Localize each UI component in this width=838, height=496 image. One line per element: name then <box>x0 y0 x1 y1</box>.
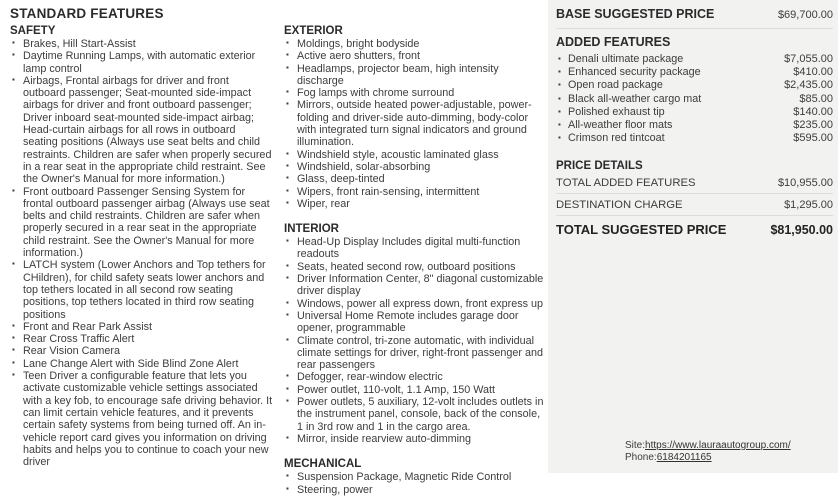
feature-item <box>284 471 547 483</box>
feature-text: Daytime Running Lamps, with automatic exterior lamp control <box>23 50 256 75</box>
added-feature-row <box>556 79 833 92</box>
feature-text: Driver Information Center, 8" diagonal customizable driver display <box>297 273 544 298</box>
bullet-icon: ▪ <box>286 483 289 493</box>
feature-text: Universal Home Remote includes garage door opener, programmable <box>297 309 519 335</box>
added-feature-text: Polished exhaust tip <box>568 105 665 118</box>
added-feature-label <box>556 93 701 106</box>
feature-item <box>284 371 547 383</box>
feature-text: Power outlet, 110-volt, 1.1 Amp, 150 Watt <box>297 383 496 396</box>
feature-item <box>10 370 273 468</box>
bullet-icon: ▪ <box>12 333 15 343</box>
bullet-icon: ▪ <box>286 432 289 442</box>
bullet-icon: ▪ <box>286 396 289 406</box>
price-summary-panel <box>548 0 838 473</box>
bullet-icon: ▪ <box>286 87 289 97</box>
feature-text: Moldings, bright bodyside <box>297 38 420 50</box>
added-feature-row <box>556 106 833 119</box>
bullet-icon: ▪ <box>558 120 561 130</box>
bullet-icon: ▪ <box>286 38 289 47</box>
bullet-icon: ▪ <box>286 334 289 344</box>
total-price-value: $81,950.00 <box>770 223 833 238</box>
feature-item <box>284 198 547 210</box>
added-feature-label <box>556 66 701 79</box>
feature-item <box>284 273 547 298</box>
bullet-icon: ▪ <box>558 93 561 103</box>
feature-item <box>10 259 273 320</box>
bullet-icon: ▪ <box>12 370 15 380</box>
added-features-list <box>556 53 833 145</box>
bullet-icon: ▪ <box>286 197 289 207</box>
page-title: STANDARD FEATURES <box>10 6 164 21</box>
added-feature-label <box>556 119 672 132</box>
bullet-icon: ▪ <box>558 67 561 77</box>
feature-item <box>10 358 273 370</box>
phone-label: Phone: <box>625 451 657 463</box>
feature-text: Windows, power all express down, front express up <box>297 297 544 310</box>
price-detail-label: DESTINATION CHARGE <box>556 199 683 212</box>
bullet-icon: ▪ <box>286 236 289 246</box>
added-feature-value: $140.00 <box>793 105 833 118</box>
section-header-exterior: EXTERIOR <box>284 25 343 37</box>
bullet-icon: ▪ <box>286 371 289 381</box>
bullet-icon: ▪ <box>286 273 289 283</box>
bullet-icon: ▪ <box>286 383 289 393</box>
feature-item <box>10 333 273 345</box>
added-feature-label <box>556 132 665 145</box>
added-feature-text: Denali ultimate package <box>568 53 684 65</box>
bullet-icon: ▪ <box>286 471 289 481</box>
feature-text: Windshield style, acoustic laminated glass <box>297 148 499 161</box>
added-feature-value: $2,435.00 <box>784 79 833 92</box>
feature-item <box>10 75 273 186</box>
bullet-icon: ▪ <box>286 173 289 183</box>
feature-list-safety <box>10 38 273 468</box>
feature-text: Suspension Package, Magnetic Ride Control <box>297 471 512 484</box>
added-feature-text: Open road package <box>568 79 663 92</box>
bullet-icon: ▪ <box>12 38 15 47</box>
feature-text: Airbags, Frontal airbags for driver and front outboard passenger; Seat-mounted side-impact airbags for driver and front outboard passenger; Driver inboard seat-mounted side-impact airbag; Head-curtain airbags for all rows in outboard seating positions (Always use seat belts and child restraints. Children are safer when properly secured in a rear seat in the appropriate child restraint. See the Owner's Manual for more information.) <box>23 74 272 186</box>
feature-text: Power outlets, 5 auxiliary, 12-volt includes outlets in the instrument panel, console, back of the console, 1 in 3rd row and 1 in the cargo area. <box>297 396 544 433</box>
site-line <box>625 440 791 452</box>
feature-text: Climate control, tri-zone automatic, with individual climate settings for driver, right-front passenger and rear passengers <box>297 334 544 372</box>
feature-text: Headlamps, projector beam, high intensity discharge <box>297 62 499 87</box>
feature-list-exterior <box>284 38 547 210</box>
feature-text: Wiper, rear <box>297 197 350 210</box>
feature-text: Rear Cross Traffic Alert <box>23 333 135 346</box>
feature-text: Rear Vision Camera <box>23 345 121 358</box>
price-detail-row <box>556 172 833 194</box>
bullet-icon: ▪ <box>558 133 561 143</box>
added-feature-row <box>556 53 833 66</box>
feature-list-mechanical <box>284 471 547 496</box>
feature-item <box>284 433 547 445</box>
section-header-interior: INTERIOR <box>284 223 339 236</box>
added-feature-label <box>556 79 663 92</box>
total-price-label: TOTAL SUGGESTED PRICE <box>556 222 727 238</box>
feature-text: Front and Rear Park Assist <box>23 320 153 333</box>
feature-text: Windshield, solar-absorbing <box>297 160 431 173</box>
feature-item <box>284 63 547 88</box>
feature-item <box>10 345 273 357</box>
bullet-icon: ▪ <box>286 62 289 72</box>
feature-text: Seats, heated second row, outboard positions <box>297 260 516 273</box>
feature-list-interior <box>284 236 547 445</box>
bullet-icon: ▪ <box>12 185 15 195</box>
added-feature-value: $85.00 <box>799 92 833 105</box>
base-price-value: $69,700.00 <box>777 9 833 21</box>
feature-text: Head-Up Display Includes digital multi-function readouts <box>297 236 521 261</box>
bullet-icon: ▪ <box>12 320 15 330</box>
feature-text: LATCH system (Lower Anchors and Top tethers for CHildren), for child safety seats lower anchors and top tethers located in all second row seating positions, top tethers located in third row seating positions <box>23 259 266 321</box>
feature-item <box>284 161 547 173</box>
feature-text: Brakes, Hill Start-Assist <box>23 38 136 50</box>
feature-text: Active aero shutters, front <box>297 50 421 63</box>
feature-item <box>10 38 273 50</box>
feature-item <box>284 396 547 433</box>
bullet-icon: ▪ <box>286 185 289 195</box>
added-feature-row <box>556 66 833 79</box>
phone-link[interactable]: 6184201165 <box>656 451 712 463</box>
feature-item <box>284 484 547 496</box>
price-details-rows <box>556 172 833 216</box>
bullet-icon: ▪ <box>286 309 289 319</box>
feature-item <box>284 87 547 99</box>
added-feature-value: $7,055.00 <box>784 53 833 65</box>
feature-text: Steering, power <box>297 483 373 496</box>
base-price-row <box>556 5 833 29</box>
added-features-header: ADDED FEATURES <box>556 35 671 49</box>
dealer-contact-footer <box>625 440 791 463</box>
total-price-row <box>556 216 833 237</box>
feature-item <box>10 321 273 333</box>
feature-item <box>10 186 273 260</box>
feature-item <box>284 335 547 372</box>
added-feature-value: $235.00 <box>793 119 833 132</box>
added-feature-text: Enhanced security package <box>568 66 701 79</box>
feature-item <box>284 261 547 273</box>
price-detail-value: $1,295.00 <box>784 199 833 212</box>
bullet-icon: ▪ <box>12 357 15 367</box>
bullet-icon: ▪ <box>286 260 289 270</box>
base-price-label: BASE SUGGESTED PRICE <box>556 7 715 21</box>
features-column-2 <box>284 25 547 496</box>
bullet-icon: ▪ <box>558 54 561 63</box>
added-feature-row <box>556 93 833 106</box>
price-detail-row <box>556 194 833 216</box>
added-feature-text: Black all-weather cargo mat <box>568 92 702 105</box>
price-detail-value: $10,955.00 <box>777 177 833 190</box>
feature-text: Lane Change Alert with Side Blind Zone Alert <box>23 357 239 370</box>
bullet-icon: ▪ <box>558 80 561 90</box>
added-feature-value: $595.00 <box>793 132 833 145</box>
section-header-mechanical: MECHANICAL <box>284 458 362 471</box>
feature-item <box>284 384 547 396</box>
feature-item <box>284 173 547 185</box>
bullet-icon: ▪ <box>286 148 289 158</box>
features-column-1 <box>10 25 273 496</box>
standard-features-section <box>10 6 547 496</box>
feature-item <box>284 50 547 62</box>
price-detail-label: TOTAL ADDED FEATURES <box>556 177 696 190</box>
feature-text: Mirrors, outside heated power-adjustable, power-folding and driver-side auto-dimming, body-color with integrated turn signal indicators and ground illumination. <box>297 99 532 149</box>
added-feature-label <box>556 53 683 66</box>
bullet-icon: ▪ <box>286 99 289 109</box>
feature-item <box>284 298 547 310</box>
feature-columns <box>10 25 547 496</box>
price-details-header: PRICE DETAILS <box>556 160 643 173</box>
feature-item <box>284 38 547 50</box>
feature-text: Teen Driver a configurable feature that lets you activate customizable vehicle settings associated with a key fob, to encourage safe driving behavior. It can limit certain vehicle features, and it prevents certain safety systems from being turned off. An in-vehicle report card gives you information on driving habits and helps you to continue to coach your new driver <box>23 370 273 469</box>
added-feature-row <box>556 132 833 145</box>
bullet-icon: ▪ <box>12 259 15 269</box>
site-label: Site: <box>625 440 646 451</box>
added-feature-value: $410.00 <box>793 66 833 79</box>
feature-item <box>284 236 547 261</box>
added-feature-text: Crimson red tintcoat <box>568 132 665 145</box>
added-feature-row <box>556 119 833 132</box>
feature-item <box>284 149 547 161</box>
feature-text: Defogger, rear-window electric <box>297 371 443 384</box>
bullet-icon: ▪ <box>12 74 15 84</box>
feature-text: Glass, deep-tinted <box>297 173 385 186</box>
site-link[interactable]: https://www.lauraautogroup.com/ <box>645 440 791 451</box>
feature-text: Mirror, inside rearview auto-dimming <box>297 432 472 445</box>
section-header-safety: SAFETY <box>10 25 56 37</box>
phone-line <box>625 452 791 464</box>
feature-item <box>284 99 547 148</box>
bullet-icon: ▪ <box>286 50 289 60</box>
feature-text: Front outboard Passenger Sensing System for frontal outboard passenger airbag (Always use seat belts and child restraints. Children are safer when properly secured in a rear seat in the appropriate child restraint. See the Owner's Manual for more information.) <box>23 185 270 260</box>
added-feature-label <box>556 106 665 119</box>
bullet-icon: ▪ <box>12 345 15 355</box>
bullet-icon: ▪ <box>12 50 15 60</box>
bullet-icon: ▪ <box>558 106 561 116</box>
bullet-icon: ▪ <box>286 297 289 307</box>
bullet-icon: ▪ <box>286 160 289 170</box>
feature-item <box>10 50 273 75</box>
feature-text: Wipers, front rain-sensing, intermittent <box>297 185 480 198</box>
feature-text: Fog lamps with chrome surround <box>297 87 455 100</box>
added-feature-text: All-weather floor mats <box>568 119 673 132</box>
feature-item <box>284 186 547 198</box>
feature-item <box>284 310 547 335</box>
